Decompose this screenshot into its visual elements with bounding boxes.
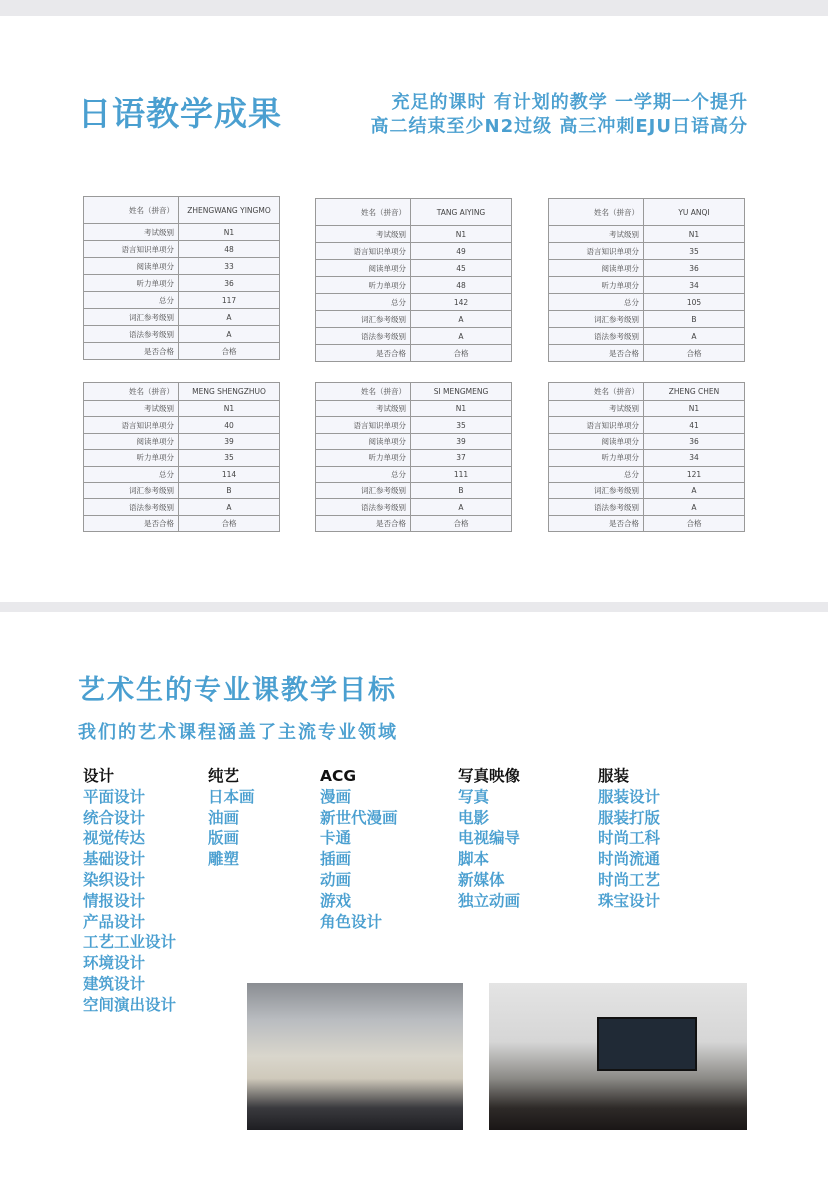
- row-value: 34: [644, 450, 745, 466]
- category-item: 版画: [208, 829, 240, 848]
- row-value: N1: [644, 401, 745, 417]
- category-heading: 设计: [83, 767, 115, 785]
- category-item: 卡通: [320, 829, 352, 848]
- table-row: [84, 515, 280, 531]
- row-value: 35: [644, 243, 745, 260]
- row-value: B: [411, 482, 512, 498]
- row-value: 36: [644, 433, 745, 449]
- table-row: [84, 292, 280, 309]
- category-item: 动画: [320, 870, 352, 889]
- row-value: SI MENGMENG: [411, 383, 512, 401]
- table-row: [549, 401, 745, 417]
- table-row: [84, 433, 280, 449]
- row-label: 阅读单项分: [316, 433, 411, 449]
- category-item: 角色设计: [320, 912, 383, 931]
- table-row: [84, 224, 280, 241]
- classroom-photo: [247, 983, 463, 1130]
- category-item: 雕塑: [208, 850, 240, 869]
- category-item: 漫画: [320, 787, 352, 806]
- row-value: 39: [411, 433, 512, 449]
- row-label: 姓名（拼音）: [84, 383, 179, 401]
- row-label: 阅读单项分: [549, 260, 644, 277]
- row-label: 听力单项分: [549, 450, 644, 466]
- row-value: 40: [179, 417, 280, 433]
- row-value: 合格: [411, 345, 512, 362]
- row-value: N1: [411, 226, 512, 243]
- row-value: MENG SHENGZHUO: [179, 383, 280, 401]
- row-value: A: [411, 499, 512, 515]
- table-row: [316, 243, 512, 260]
- category-column: [458, 766, 520, 912]
- category-item: 工艺工业设计: [83, 933, 177, 952]
- category-item: 环境设计: [83, 954, 146, 973]
- section2-title: 艺术生的专业课教学目标: [78, 675, 397, 706]
- row-label: 语法参考级别: [316, 499, 411, 515]
- row-value: ZHENGWANG YINGMO: [179, 197, 280, 224]
- table-row: [84, 275, 280, 292]
- table-row: [549, 417, 745, 433]
- table-row: [84, 499, 280, 515]
- table-row: [549, 226, 745, 243]
- row-label: 语言知识单项分: [84, 417, 179, 433]
- row-label: 总分: [316, 294, 411, 311]
- row-label: 是否合格: [316, 515, 411, 531]
- row-label: 阅读单项分: [84, 258, 179, 275]
- row-label: 考试级别: [84, 401, 179, 417]
- row-label: 听力单项分: [549, 277, 644, 294]
- category-item: 新媒体: [458, 870, 505, 889]
- row-label: 姓名（拼音）: [316, 199, 411, 226]
- category-item: 新世代漫画: [320, 808, 398, 827]
- row-label: 是否合格: [549, 515, 644, 531]
- row-label: 总分: [549, 294, 644, 311]
- lecture-photo: [489, 983, 747, 1130]
- score-table: [83, 382, 280, 532]
- row-value: 45: [411, 260, 512, 277]
- row-label: 总分: [549, 466, 644, 482]
- row-value: N1: [644, 226, 745, 243]
- row-value: 117: [179, 292, 280, 309]
- table-row: [549, 450, 745, 466]
- table-row: [549, 482, 745, 498]
- row-value: 35: [179, 450, 280, 466]
- row-label: 语法参考级别: [84, 499, 179, 515]
- score-table: [548, 198, 745, 362]
- row-value: 39: [179, 433, 280, 449]
- row-label: 姓名（拼音）: [316, 383, 411, 401]
- section2-subtitle: 我们的艺术课程涵盖了主流专业领域: [78, 722, 398, 743]
- row-label: 语言知识单项分: [549, 243, 644, 260]
- table-row: [316, 499, 512, 515]
- table-row: [84, 482, 280, 498]
- category-item: 服装打版: [598, 808, 661, 827]
- category-item: 电影: [458, 808, 490, 827]
- row-label: 语言知识单项分: [549, 417, 644, 433]
- table-row: [316, 417, 512, 433]
- row-value: N1: [179, 224, 280, 241]
- row-label: 听力单项分: [84, 450, 179, 466]
- table-row: [549, 277, 745, 294]
- row-value: 48: [411, 277, 512, 294]
- category-item: 视觉传达: [83, 829, 146, 848]
- table-row: [316, 450, 512, 466]
- score-table: [315, 198, 512, 362]
- table-row: [84, 241, 280, 258]
- row-value: A: [411, 311, 512, 328]
- row-label: 语言知识单项分: [316, 417, 411, 433]
- category-heading: 写真映像: [458, 767, 521, 785]
- category-item: 游戏: [320, 891, 352, 910]
- table-row: [316, 199, 512, 226]
- table-row: [549, 345, 745, 362]
- category-item: 独立动画: [458, 891, 521, 910]
- row-label: 语法参考级别: [549, 499, 644, 515]
- row-value: 36: [179, 275, 280, 292]
- row-value: ZHENG CHEN: [644, 383, 745, 401]
- table-row: [84, 343, 280, 360]
- row-value: 合格: [644, 515, 745, 531]
- category-item: 统合设计: [83, 808, 146, 827]
- category-column: [208, 766, 255, 870]
- category-item: 油画: [208, 808, 240, 827]
- table-row: [549, 243, 745, 260]
- category-item: 时尚工艺: [598, 870, 661, 889]
- row-label: 词汇参考级别: [549, 311, 644, 328]
- row-label: 总分: [84, 292, 179, 309]
- row-value: 合格: [179, 515, 280, 531]
- category-item: 情报设计: [83, 891, 146, 910]
- row-label: 语法参考级别: [549, 328, 644, 345]
- row-label: 阅读单项分: [316, 260, 411, 277]
- row-label: 词汇参考级别: [84, 482, 179, 498]
- row-value: 121: [644, 466, 745, 482]
- table-row: [316, 277, 512, 294]
- row-value: A: [644, 482, 745, 498]
- row-value: 142: [411, 294, 512, 311]
- row-label: 考试级别: [316, 401, 411, 417]
- table-row: [316, 515, 512, 531]
- row-value: 33: [179, 258, 280, 275]
- table-row: [84, 197, 280, 224]
- table-row: [316, 328, 512, 345]
- row-label: 词汇参考级别: [316, 311, 411, 328]
- table-row: [316, 294, 512, 311]
- row-label: 总分: [316, 466, 411, 482]
- category-item: 日本画: [208, 787, 255, 806]
- table-row: [549, 328, 745, 345]
- table-row: [549, 515, 745, 531]
- row-label: 听力单项分: [316, 277, 411, 294]
- row-label: 姓名（拼音）: [84, 197, 179, 224]
- table-row: [316, 311, 512, 328]
- subtitle-line2: 高二结束至少N2过级 高三冲刺EJU日语高分: [370, 116, 748, 137]
- row-label: 是否合格: [316, 345, 411, 362]
- score-table: [83, 196, 280, 360]
- category-item: 珠宝设计: [598, 891, 661, 910]
- table-row: [316, 482, 512, 498]
- row-value: N1: [179, 401, 280, 417]
- table-row: [316, 260, 512, 277]
- row-label: 考试级别: [84, 224, 179, 241]
- subtitle-line1: 充足的课时 有计划的教学 一学期一个提升: [391, 92, 748, 113]
- table-row: [84, 258, 280, 275]
- table-row: [549, 199, 745, 226]
- table-row: [84, 466, 280, 482]
- table-row: [316, 226, 512, 243]
- row-value: 36: [644, 260, 745, 277]
- section-title: 日语教学成果: [78, 94, 282, 133]
- row-label: 是否合格: [84, 343, 179, 360]
- row-value: 48: [179, 241, 280, 258]
- score-table: [315, 382, 512, 532]
- row-label: 听力单项分: [84, 275, 179, 292]
- row-label: 考试级别: [549, 226, 644, 243]
- table-row: [316, 401, 512, 417]
- category-heading: 纯艺: [208, 767, 240, 785]
- row-label: 语法参考级别: [316, 328, 411, 345]
- category-item: 基础设计: [83, 850, 146, 869]
- row-label: 词汇参考级别: [549, 482, 644, 498]
- row-label: 词汇参考级别: [316, 482, 411, 498]
- row-value: 34: [644, 277, 745, 294]
- row-value: 111: [411, 466, 512, 482]
- category-item: 产品设计: [83, 912, 146, 931]
- row-label: 是否合格: [84, 515, 179, 531]
- category-item: 服装设计: [598, 787, 661, 806]
- category-item: 写真: [458, 787, 490, 806]
- row-value: 合格: [411, 515, 512, 531]
- row-value: 49: [411, 243, 512, 260]
- row-label: 语言知识单项分: [84, 241, 179, 258]
- row-value: A: [179, 309, 280, 326]
- category-column: [83, 766, 176, 1016]
- table-row: [84, 450, 280, 466]
- row-value: 105: [644, 294, 745, 311]
- row-label: 语法参考级别: [84, 326, 179, 343]
- category-item: 脚本: [458, 850, 490, 869]
- row-label: 阅读单项分: [549, 433, 644, 449]
- table-row: [549, 260, 745, 277]
- table-row: [316, 383, 512, 401]
- table-row: [316, 466, 512, 482]
- category-heading: ACG: [320, 767, 357, 785]
- row-label: 词汇参考级别: [84, 309, 179, 326]
- row-label: 听力单项分: [316, 450, 411, 466]
- row-value: A: [179, 499, 280, 515]
- table-row: [549, 383, 745, 401]
- table-row: [84, 309, 280, 326]
- table-row: [549, 433, 745, 449]
- table-row: [549, 499, 745, 515]
- category-item: 时尚流通: [598, 850, 661, 869]
- category-item: 时尚工科: [598, 829, 661, 848]
- row-label: 考试级别: [549, 401, 644, 417]
- row-value: YU ANQI: [644, 199, 745, 226]
- row-value: 合格: [179, 343, 280, 360]
- category-item: 空间演出设计: [83, 995, 177, 1014]
- table-row: [316, 433, 512, 449]
- row-value: 35: [411, 417, 512, 433]
- row-value: 41: [644, 417, 745, 433]
- row-label: 姓名（拼音）: [549, 199, 644, 226]
- row-value: 37: [411, 450, 512, 466]
- row-value: A: [644, 328, 745, 345]
- table-row: [84, 326, 280, 343]
- category-item: 染织设计: [83, 870, 146, 889]
- category-item: 建筑设计: [83, 974, 146, 993]
- row-value: B: [179, 482, 280, 498]
- row-value: 114: [179, 466, 280, 482]
- category-column: [598, 766, 660, 912]
- row-value: TANG AIYING: [411, 199, 512, 226]
- category-item: 插画: [320, 850, 352, 869]
- row-value: A: [179, 326, 280, 343]
- category-item: 平面设计: [83, 787, 146, 806]
- row-label: 考试级别: [316, 226, 411, 243]
- row-label: 阅读单项分: [84, 433, 179, 449]
- category-item: 电视编导: [458, 829, 521, 848]
- row-value: A: [644, 499, 745, 515]
- table-row: [549, 466, 745, 482]
- category-column: [320, 766, 398, 932]
- row-value: A: [411, 328, 512, 345]
- table-row: [316, 345, 512, 362]
- row-label: 姓名（拼音）: [549, 383, 644, 401]
- row-label: 语言知识单项分: [316, 243, 411, 260]
- row-value: N1: [411, 401, 512, 417]
- row-label: 总分: [84, 466, 179, 482]
- table-row: [549, 311, 745, 328]
- category-heading: 服装: [598, 767, 630, 785]
- row-value: B: [644, 311, 745, 328]
- table-row: [549, 294, 745, 311]
- table-row: [84, 383, 280, 401]
- table-row: [84, 401, 280, 417]
- table-row: [84, 417, 280, 433]
- score-table: [548, 382, 745, 532]
- row-value: 合格: [644, 345, 745, 362]
- row-label: 是否合格: [549, 345, 644, 362]
